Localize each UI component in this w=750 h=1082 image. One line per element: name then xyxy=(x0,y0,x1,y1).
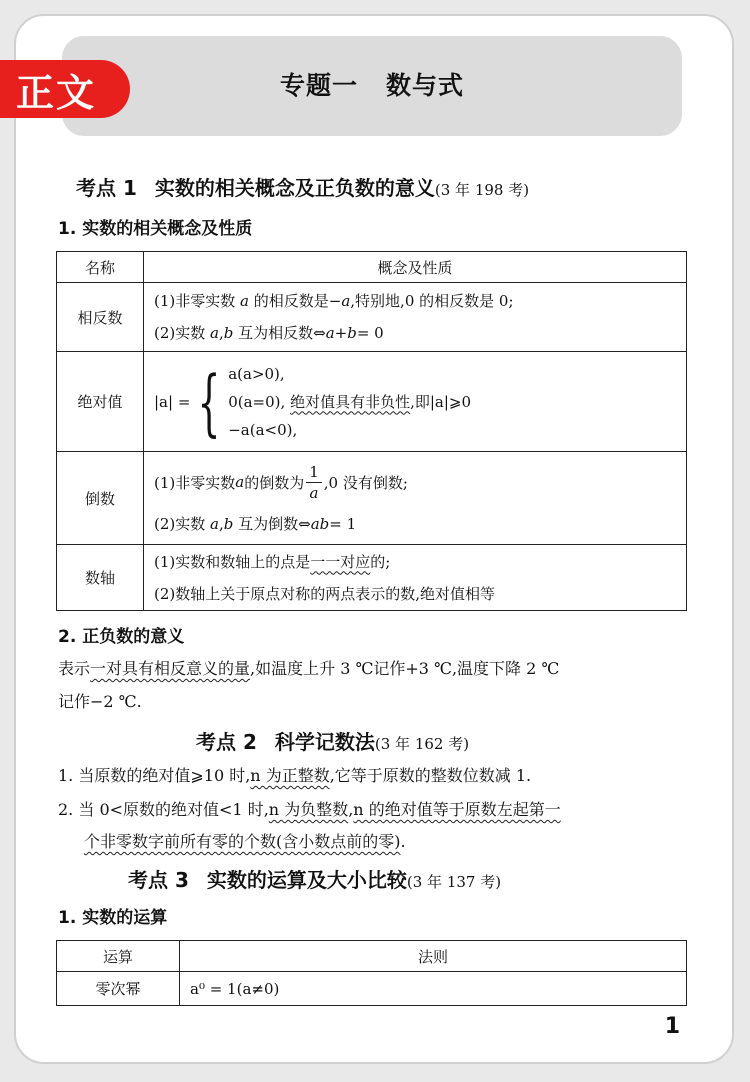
page-number: 1 xyxy=(664,1014,680,1039)
kp1-title: 实数的相关概念及正负数的意义 xyxy=(154,176,435,200)
table-row xyxy=(57,452,687,545)
s2-paragraph-2: 记作−2 ℃. xyxy=(58,692,142,711)
kp3-number: 考点 3 xyxy=(128,868,189,892)
th-name: 名称 xyxy=(57,252,144,283)
title-subject: 数与式 xyxy=(386,71,465,100)
concept-table xyxy=(56,251,687,611)
kp1-years: (3 年 198 考) xyxy=(434,181,530,199)
table-row xyxy=(57,352,687,452)
row-name-absolute: 绝对值 xyxy=(57,352,144,452)
row-name-opposite: 相反数 xyxy=(57,283,144,352)
kp3-years: (3 年 137 考) xyxy=(406,873,502,891)
table-row xyxy=(57,545,687,611)
kp2-item-1: 1. 当原数的绝对值⩾10 时,n 为正整数,它等于原数的整数位数减 1. xyxy=(58,766,532,785)
table-header-row xyxy=(57,252,687,283)
row-body-reciprocal: (1)非零实数 a 的倒数为 $\frac{1}{a}$ ,0 没有倒数; (2)实数 a,b 互为倒数⇔ab= 1 xyxy=(144,452,687,545)
s2-paragraph-1: 表示一对具有相反意义的量,如温度上升 3 ℃记作+3 ℃,温度下降 2 ℃ xyxy=(58,659,560,678)
abs-note: 绝对值具有非负性 xyxy=(290,392,411,411)
kp1-number: 考点 1 xyxy=(76,176,137,200)
kp3-title: 实数的运算及大小比较 xyxy=(206,868,407,892)
kp2-item-2: 2. 当 0<原数的绝对值<1 时,n 为负整数,n 的绝对值等于原数左起第一 xyxy=(58,800,561,819)
th-concept: 概念及性质 xyxy=(144,252,687,283)
operation-table xyxy=(56,940,687,1006)
kp2-number: 考点 2 xyxy=(196,730,257,754)
row-name-zero-power: 零次幂 xyxy=(57,972,180,1006)
fraction: $\frac{1}{a}$ xyxy=(306,462,322,503)
th-rule: 法则 xyxy=(180,941,687,972)
row-rule-zero-power: a⁰ = 1(a≠0) xyxy=(180,972,687,1006)
table-header-row xyxy=(57,941,687,972)
row-body-absolute xyxy=(144,352,687,452)
section-badge: 正文 xyxy=(0,60,130,118)
row-body-opposite: (1)非零实数 a 的相反数是−a,特别地,0 的相反数是 0; (2)实数 a,b 互为相反数⇔a+b= 0 xyxy=(144,283,687,352)
row-name-reciprocal: 倒数 xyxy=(57,452,144,545)
table-row xyxy=(57,283,687,352)
s1-heading: 1. 实数的相关概念及性质 xyxy=(58,219,253,239)
s3-heading: 1. 实数的运算 xyxy=(58,908,168,928)
kp2-years: (3 年 162 考) xyxy=(374,735,470,753)
row-body-numberline: (1)实数和数轴上的点是一一对应的; (2)数轴上关于原点对称的两点表示的数,绝对值相等 xyxy=(144,545,687,611)
brace-icon: { xyxy=(197,359,221,444)
kp3-heading xyxy=(128,864,501,893)
kp2-heading xyxy=(196,726,469,755)
kp1-heading xyxy=(76,172,529,201)
abs-cases: a(a>0), 0(a=0), 绝对值具有非负性,即|a|⩾0 −a(a<0), xyxy=(228,364,472,439)
s2-heading: 2. 正负数的意义 xyxy=(58,627,185,647)
abs-lhs: |a| = xyxy=(154,392,191,411)
row-name-numberline: 数轴 xyxy=(57,545,144,611)
th-operation: 运算 xyxy=(57,941,180,972)
page-title xyxy=(62,36,682,132)
title-topic: 专题一 xyxy=(279,71,358,100)
kp2-title: 科学记数法 xyxy=(274,730,375,754)
kp2-item-2-cont: 个非零数字前所有零的个数(含小数点前的零). xyxy=(84,832,406,851)
table-row xyxy=(57,972,687,1006)
